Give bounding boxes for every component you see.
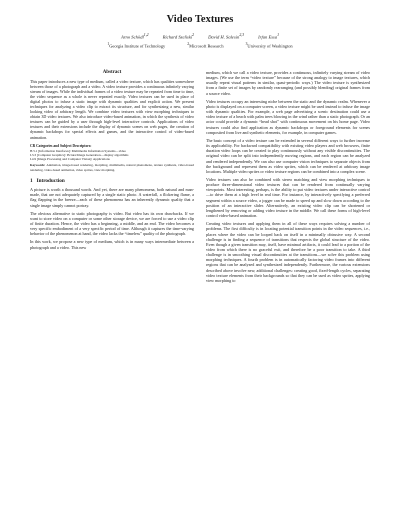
section-title: Introduction [36, 178, 65, 185]
body-paragraph: medium, which we call a video texture, provides a continuous, infinitely varying stream of video images. (We use the term “video texture” because of the strong analogy to image textures, which usually repeat visual patterns in similar, quasi-periodic ways.) The video texture is synthesized from a finite set of images by randomly rearranging (and possibly blending) original frames from a source video. [206, 70, 370, 96]
section-heading [30, 178, 194, 184]
affiliation: $^2$Microsoft Research [187, 41, 224, 48]
body-paragraph: The basic concept of a video texture can be extended in several different ways to further increase its applicability. For backward compatibility with existing video players and web browsers, finite duration video loops can be created to play continuously without any visible discontinuities. The original video can be split into independently moving regions, and each region can be analyzed and rendered independently. We can also use computer vision techniques to separate objects from the background and represent them as video sprites, which can be rendered at arbitrary image locations. Multiple video sprites or video texture regions can be combined into a complex scene. [206, 137, 370, 174]
body-paragraph: The obvious alternative to static photography is video. But video has its own drawbacks. If we want to store video on a computer or some other storage device, we are forced to use a video clip of finite duration. Hence, the video has a beginning, a middle, and an end. The video becomes a very specific embodiment of a very specific period of time. Although it captures the time-varying behavior of the phenomenon at hand, the video lacks the “timeless” quality of the photograph. [30, 210, 194, 237]
keywords [30, 163, 194, 172]
author: Arno Schödl$^{1,2}$ [120, 33, 149, 40]
two-column-body [30, 70, 370, 286]
body-paragraph: A picture is worth a thousand words. And yet, there are many phenomena, both natural and man-made, that are not adequately captured by a single static photo. A waterfall, a flickering flame, a flag flapping in the breeze—each of these phenomena has an inherently dynamic quality that a single image simply cannot portray. [30, 187, 194, 208]
section-number: 1 [30, 178, 33, 185]
left-column [30, 70, 194, 286]
paper-title: Video Textures [166, 14, 234, 25]
cr-category: I.4.9 [Image Processing and Computer Vision]: Applications [30, 157, 110, 162]
body-paragraph: Creating video textures and applying them in all of these ways requires solving a number of problems. The first difficulty is in locating potential transition points in the video sequences, i.e., places where the video can be looped back on itself in a minimally obtrusive way. A second challenge is in finding a sequence of transitions that respects the global structure of the video. Even though a given transition may, itself, have minimal artifacts, it could lead to a portion of the video from which there is no graceful exit, and therefore be a poor transition to take. A third challenge is in smoothing visual discontinuities at the transitions—we solve this problem using morphing techniques. A fourth problem is in automatically factoring video frames into different regions that can be analyzed and synthesized independently. Furthermore, the various extensions described above involve new, additional challenges: creating good, fixed-length cycles, separating video texture elements from their backgrounds so that they can be used as video sprites, applying view morphing to [206, 221, 370, 283]
affiliation-list [30, 42, 370, 48]
cr-category: H.5.1 [Information Interfaces]: Multimedia Information Systems—video [30, 148, 127, 153]
affiliation: $^1$Georgia Institute of Technology [107, 41, 166, 48]
author: Richard Szeliski$^2$ [162, 33, 195, 40]
right-column [206, 70, 370, 286]
abstract-heading: Abstract [102, 70, 122, 75]
keywords-text: Animation, image-based rendering, morphing, multimedia, natural phenomena, texture synthesis, video-based rendering, video-based animation, video sprites, view morphing. [30, 163, 194, 172]
keywords-label: Keywords: [30, 163, 46, 168]
author-list [30, 33, 370, 40]
body-paragraph: Video textures occupy an interesting niche between the static and the dynamic realm. Whenever a photo is displayed on a computer screen, a video texture might be used instead to infuse the image with dynamic qualities. For example, a web page advertising a scenic destination could use a video texture of a beach with palm trees blowing in the wind rather than a static photograph. Or an actor could provide a dynamic “head shot” with continuous movement on his home page. Video textures could also find application as dynamic backdrops or foreground elements for scenes composited from live and synthetic elements, for example, in computer games. [206, 98, 370, 135]
author: Irfan Essa$^1$ [258, 33, 280, 40]
body-paragraph: Video textures can also be combined with stereo matching and view morphing techniques to produce three-dimensional video textures that can be rendered from continually varying viewpoints. Most interesting, perhaps, is the ability to put video textures under interactive control—to drive them at a high level in real time. For instance, by interactively specifying a preferred segment within a source video, a jogger can be made to speed up and slow down according to the position of an interactive slider. Alternatively, an existing video clip can be shortened or lengthened by removing or adding video texture in the middle. We call these forms of high-level control video-based animation. [206, 176, 370, 219]
author: David H. Salesin$^{2,3}$ [208, 33, 245, 40]
cr-categories-heading: CR Categories and Subject Descriptors: [30, 143, 92, 148]
abstract-text: This paper introduces a new type of medium, called a video texture, which has qualities somewhere between those of a photograph and a video. A video texture provides a continuous infinitely varying stream of images. While the individual frames of a video texture may be repeated from time to time, the video sequence as a whole is never repeated exactly. Video textures can be used in place of digital photos to infuse a static image with dynamic qualities and explicit action. We present techniques for analyzing a video clip to extract its structure, and for synthesizing a new, similar looking video of arbitrary length. We combine video textures with view morphing techniques to obtain 3D video textures. We also introduce video-based animation, in which the synthesis of video textures can be guided by a user through high-level interactive controls. Applications of video textures and their extensions include the display of dynamic scenes on web pages, the creation of dynamic backdrops for special effects and games, and the interactive control of video-based animation. [30, 79, 194, 140]
body-paragraph: In this work, we propose a new type of medium, which is in many ways intermediate between a photograph and a video. This new [30, 239, 194, 250]
affiliation: $^3$University of Washington [245, 41, 293, 48]
cr-category: I.3.3 [Computer Graphics]: Picture/Image Generation—display algorithms [30, 152, 129, 157]
